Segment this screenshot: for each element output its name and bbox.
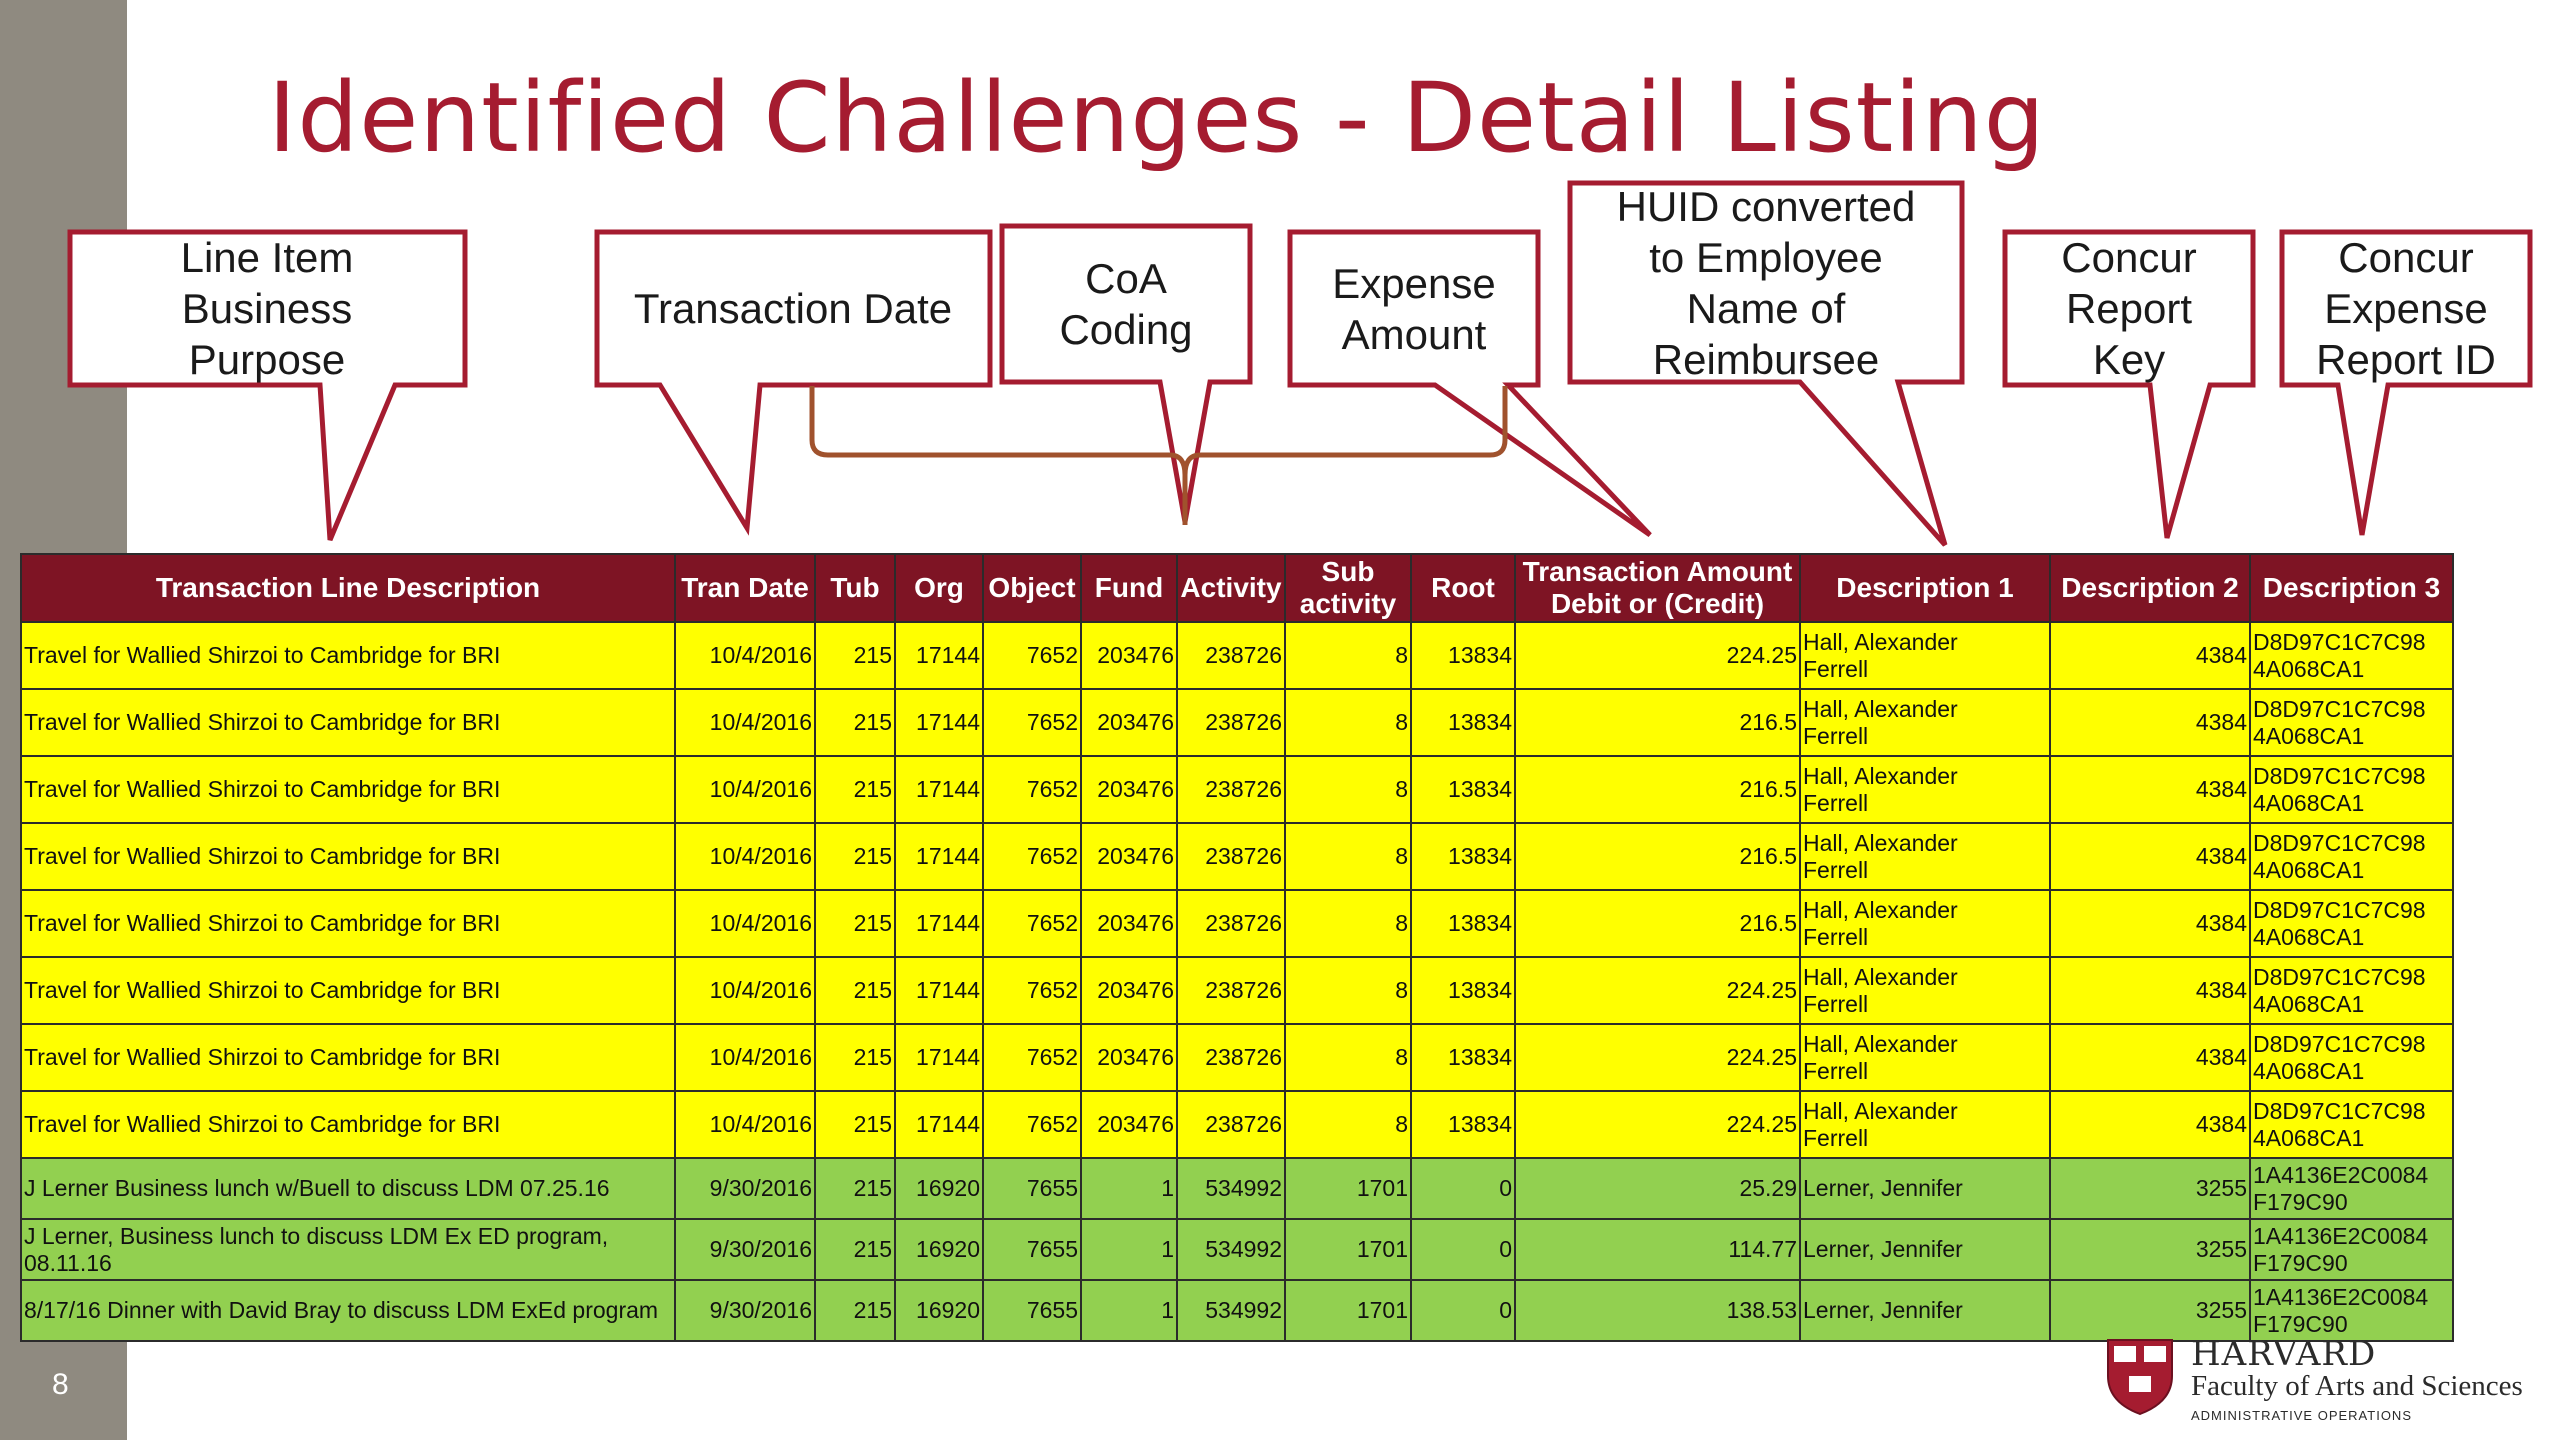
harvard-shield-icon: [2105, 1336, 2175, 1416]
logo-unit: ADMINISTRATIVE OPERATIONS: [2191, 1408, 2412, 1423]
cell-fund: 203476: [1081, 756, 1177, 823]
cell-description-3: D8D97C1C7C98 4A068CA1: [2250, 689, 2453, 756]
cell-activity: 238726: [1177, 1024, 1285, 1091]
table-row: [21, 1158, 2453, 1219]
cell-sub-activity: 8: [1285, 1091, 1411, 1158]
cell-org: 17144: [895, 1091, 983, 1158]
cell-activity: 238726: [1177, 689, 1285, 756]
cell-description: Travel for Wallied Shirzoi to Cambridge for BRI: [21, 890, 675, 957]
cell-tran-date: 10/4/2016: [675, 890, 815, 957]
table-row: [21, 1219, 2453, 1280]
cell-tran-date: 10/4/2016: [675, 1091, 815, 1158]
cell-root: 13834: [1411, 823, 1515, 890]
cell-sub-activity: 1701: [1285, 1219, 1411, 1280]
col-header-tub: Tub: [815, 554, 895, 622]
table-row: [21, 957, 2453, 1024]
cell-org: 17144: [895, 756, 983, 823]
cell-description-3: D8D97C1C7C98 4A068CA1: [2250, 823, 2453, 890]
cell-description-3: D8D97C1C7C98 4A068CA1: [2250, 957, 2453, 1024]
col-header-sub-activity: Sub activity: [1285, 554, 1411, 622]
cell-activity: 238726: [1177, 756, 1285, 823]
cell-sub-activity: 1701: [1285, 1280, 1411, 1341]
cell-fund: 1: [1081, 1280, 1177, 1341]
cell-description: Travel for Wallied Shirzoi to Cambridge for BRI: [21, 756, 675, 823]
callout-date: Transaction Date: [633, 285, 953, 332]
cell-description: Travel for Wallied Shirzoi to Cambridge for BRI: [21, 1024, 675, 1091]
cell-description-3: D8D97C1C7C98 4A068CA1: [2250, 1091, 2453, 1158]
cell-tran-date: 10/4/2016: [675, 823, 815, 890]
cell-description-3: 1A4136E2C0084 F179C90: [2250, 1219, 2453, 1280]
col-header-tran-date: Tran Date: [675, 554, 815, 622]
page-number: 8: [52, 1368, 69, 1401]
cell-tran-date: 10/4/2016: [675, 689, 815, 756]
table-row: [21, 689, 2453, 756]
cell-root: 13834: [1411, 756, 1515, 823]
cell-description-2: 4384: [2050, 823, 2250, 890]
cell-root: 13834: [1411, 622, 1515, 689]
callout-purpose: Line Item Business Purpose: [180, 234, 354, 383]
cell-root: 13834: [1411, 957, 1515, 1024]
cell-tran-date: 9/30/2016: [675, 1219, 815, 1280]
cell-amount: 25.29: [1515, 1158, 1800, 1219]
cell-object: 7652: [983, 957, 1081, 1024]
cell-description-2: 4384: [2050, 890, 2250, 957]
col-header-org: Org: [895, 554, 983, 622]
cell-fund: 203476: [1081, 890, 1177, 957]
cell-org: 16920: [895, 1280, 983, 1341]
cell-tub: 215: [815, 1280, 895, 1341]
cell-tub: 215: [815, 957, 895, 1024]
cell-description-1: Hall, Alexander Ferrell: [1800, 890, 2050, 957]
col-header-activity: Activity: [1177, 554, 1285, 622]
cell-fund: 203476: [1081, 823, 1177, 890]
cell-sub-activity: 8: [1285, 689, 1411, 756]
cell-org: 17144: [895, 890, 983, 957]
cell-object: 7652: [983, 890, 1081, 957]
col-header-description: Transaction Line Description: [21, 554, 675, 622]
cell-description-1: Hall, Alexander Ferrell: [1800, 1024, 2050, 1091]
cell-object: 7655: [983, 1158, 1081, 1219]
cell-amount: 224.25: [1515, 622, 1800, 689]
table-row: [21, 890, 2453, 957]
cell-fund: 203476: [1081, 957, 1177, 1024]
cell-description-1: Hall, Alexander Ferrell: [1800, 689, 2050, 756]
cell-description-1: Hall, Alexander Ferrell: [1800, 622, 2050, 689]
cell-object: 7652: [983, 756, 1081, 823]
cell-description-3: 1A4136E2C0084 F179C90: [2250, 1158, 2453, 1219]
col-header-description-2: Description 2: [2050, 554, 2250, 622]
callout-report-id: Concur Expense Report ID: [2316, 234, 2496, 383]
detail-table: [20, 553, 2454, 1342]
table-body: [21, 622, 2453, 1341]
cell-sub-activity: 8: [1285, 756, 1411, 823]
cell-fund: 203476: [1081, 689, 1177, 756]
col-header-fund: Fund: [1081, 554, 1177, 622]
cell-amount: 216.5: [1515, 823, 1800, 890]
cell-sub-activity: 8: [1285, 622, 1411, 689]
cell-description-2: 4384: [2050, 689, 2250, 756]
cell-description: J Lerner Business lunch w/Buell to discuss LDM 07.25.16: [21, 1158, 675, 1219]
cell-description: 8/17/16 Dinner with David Bray to discuss LDM ExEd program: [21, 1280, 675, 1341]
cell-object: 7652: [983, 823, 1081, 890]
slide-title: Identified Challenges - Detail Listing: [268, 62, 2046, 174]
cell-activity: 534992: [1177, 1158, 1285, 1219]
cell-amount: 216.5: [1515, 689, 1800, 756]
col-header-object: Object: [983, 554, 1081, 622]
cell-description-3: D8D97C1C7C98 4A068CA1: [2250, 890, 2453, 957]
cell-tub: 215: [815, 622, 895, 689]
cell-sub-activity: 8: [1285, 957, 1411, 1024]
cell-description: Travel for Wallied Shirzoi to Cambridge for BRI: [21, 823, 675, 890]
cell-activity: 238726: [1177, 957, 1285, 1024]
cell-activity: 238726: [1177, 823, 1285, 890]
cell-amount: 224.25: [1515, 1024, 1800, 1091]
cell-description-1: Hall, Alexander Ferrell: [1800, 957, 2050, 1024]
cell-amount: 224.25: [1515, 1091, 1800, 1158]
cell-root: 13834: [1411, 890, 1515, 957]
callout-coa: CoA Coding: [1059, 255, 1193, 353]
cell-tub: 215: [815, 1091, 895, 1158]
cell-root: 0: [1411, 1219, 1515, 1280]
cell-description-2: 4384: [2050, 756, 2250, 823]
cell-tub: 215: [815, 1158, 895, 1219]
cell-description-2: 4384: [2050, 1024, 2250, 1091]
cell-root: 13834: [1411, 1091, 1515, 1158]
cell-description-2: 3255: [2050, 1219, 2250, 1280]
cell-description: Travel for Wallied Shirzoi to Cambridge for BRI: [21, 1091, 675, 1158]
cell-tub: 215: [815, 1219, 895, 1280]
cell-fund: 203476: [1081, 622, 1177, 689]
logo-subtitle: Faculty of Arts and Sciences: [2191, 1370, 2523, 1402]
cell-description-3: 1A4136E2C0084 F179C90: [2250, 1280, 2453, 1341]
col-header-root: Root: [1411, 554, 1515, 622]
cell-activity: 534992: [1177, 1219, 1285, 1280]
table-header-row: [21, 554, 2453, 622]
cell-description-3: D8D97C1C7C98 4A068CA1: [2250, 1024, 2453, 1091]
callout-amount: Expense Amount: [1332, 259, 1496, 358]
cell-org: 17144: [895, 823, 983, 890]
cell-fund: 1: [1081, 1219, 1177, 1280]
cell-root: 0: [1411, 1280, 1515, 1341]
cell-description-1: Hall, Alexander Ferrell: [1800, 1091, 2050, 1158]
cell-root: 13834: [1411, 689, 1515, 756]
cell-description-1: Hall, Alexander Ferrell: [1800, 756, 2050, 823]
col-header-amount: Transaction Amount Debit or (Credit): [1515, 554, 1800, 622]
cell-tub: 215: [815, 756, 895, 823]
harvard-logo: [2105, 1336, 2545, 1440]
cell-root: 13834: [1411, 1024, 1515, 1091]
cell-tran-date: 10/4/2016: [675, 756, 815, 823]
cell-org: 17144: [895, 689, 983, 756]
cell-description-1: Lerner, Jennifer: [1800, 1219, 2050, 1280]
table-row: [21, 1280, 2453, 1341]
cell-org: 16920: [895, 1158, 983, 1219]
cell-tran-date: 10/4/2016: [675, 957, 815, 1024]
table-row: [21, 756, 2453, 823]
cell-activity: 238726: [1177, 622, 1285, 689]
cell-description-2: 3255: [2050, 1158, 2250, 1219]
cell-sub-activity: 1701: [1285, 1158, 1411, 1219]
cell-tub: 215: [815, 823, 895, 890]
table-row: [21, 1024, 2453, 1091]
cell-org: 17144: [895, 957, 983, 1024]
cell-org: 17144: [895, 622, 983, 689]
cell-object: 7652: [983, 689, 1081, 756]
cell-description-1: Hall, Alexander Ferrell: [1800, 823, 2050, 890]
cell-object: 7655: [983, 1219, 1081, 1280]
col-header-description-3: Description 3: [2250, 554, 2453, 622]
cell-tran-date: 9/30/2016: [675, 1280, 815, 1341]
table-row: [21, 622, 2453, 689]
cell-object: 7655: [983, 1280, 1081, 1341]
cell-fund: 203476: [1081, 1024, 1177, 1091]
cell-tub: 215: [815, 890, 895, 957]
cell-description: Travel for Wallied Shirzoi to Cambridge for BRI: [21, 689, 675, 756]
cell-description: Travel for Wallied Shirzoi to Cambridge for BRI: [21, 622, 675, 689]
cell-amount: 224.25: [1515, 957, 1800, 1024]
cell-description-3: D8D97C1C7C98 4A068CA1: [2250, 622, 2453, 689]
cell-org: 17144: [895, 1024, 983, 1091]
cell-description-1: Lerner, Jennifer: [1800, 1280, 2050, 1341]
callout-huid: HUID converted to Employee Name of Reimbursee: [1616, 182, 1916, 383]
cell-amount: 114.77: [1515, 1219, 1800, 1280]
cell-fund: 203476: [1081, 1091, 1177, 1158]
cell-description: J Lerner, Business lunch to discuss LDM Ex ED program, 08.11.16: [21, 1219, 675, 1280]
cell-object: 7652: [983, 1024, 1081, 1091]
cell-description-2: 4384: [2050, 957, 2250, 1024]
cell-sub-activity: 8: [1285, 890, 1411, 957]
logo-name: HARVARD: [2191, 1334, 2377, 1374]
table-row: [21, 1091, 2453, 1158]
cell-amount: 216.5: [1515, 756, 1800, 823]
cell-tran-date: 10/4/2016: [675, 1024, 815, 1091]
cell-amount: 216.5: [1515, 890, 1800, 957]
cell-object: 7652: [983, 622, 1081, 689]
table-row: [21, 823, 2453, 890]
cell-description-3: D8D97C1C7C98 4A068CA1: [2250, 756, 2453, 823]
cell-description-2: 3255: [2050, 1280, 2250, 1341]
cell-sub-activity: 8: [1285, 1024, 1411, 1091]
callout-report-key: Concur Report Key: [2061, 234, 2197, 383]
coding-bracket: [812, 386, 1505, 525]
cell-object: 7652: [983, 1091, 1081, 1158]
cell-description: Travel for Wallied Shirzoi to Cambridge for BRI: [21, 957, 675, 1024]
cell-root: 0: [1411, 1158, 1515, 1219]
cell-tub: 215: [815, 689, 895, 756]
cell-amount: 138.53: [1515, 1280, 1800, 1341]
cell-description-2: 4384: [2050, 622, 2250, 689]
cell-activity: 238726: [1177, 1091, 1285, 1158]
cell-activity: 238726: [1177, 890, 1285, 957]
cell-sub-activity: 8: [1285, 823, 1411, 890]
col-header-description-1: Description 1: [1800, 554, 2050, 622]
cell-fund: 1: [1081, 1158, 1177, 1219]
cell-description-1: Lerner, Jennifer: [1800, 1158, 2050, 1219]
cell-tran-date: 9/30/2016: [675, 1158, 815, 1219]
cell-description-2: 4384: [2050, 1091, 2250, 1158]
cell-tran-date: 10/4/2016: [675, 622, 815, 689]
cell-tub: 215: [815, 1024, 895, 1091]
cell-activity: 534992: [1177, 1280, 1285, 1341]
cell-org: 16920: [895, 1219, 983, 1280]
